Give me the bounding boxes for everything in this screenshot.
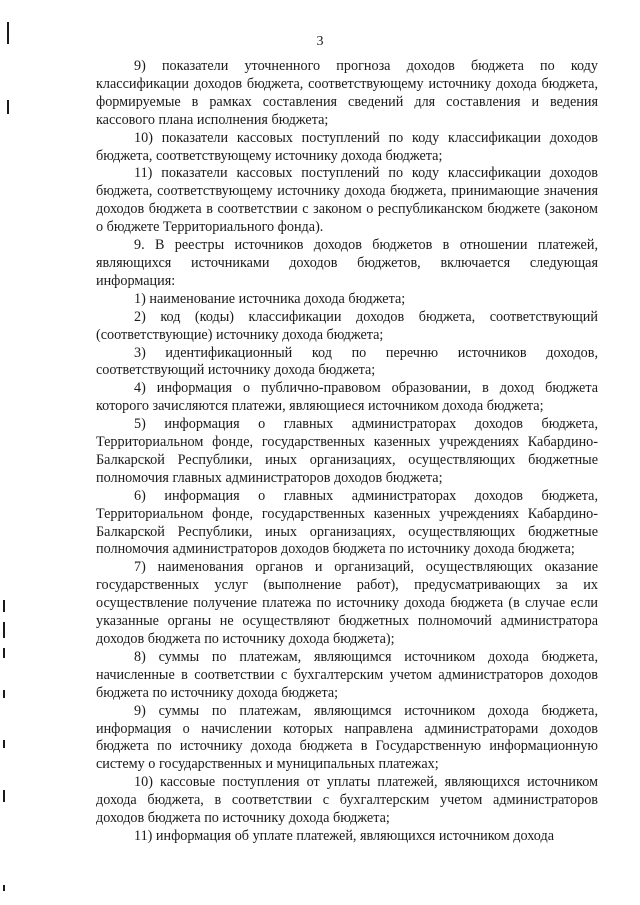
paragraph: 10) кассовые поступления от уплаты платежей, являющихся источником дохода бюджета, в соответствии с бухгалтерским учетом администраторов доходов бюджета по источнику дохода бюджета;: [96, 774, 598, 827]
page-number: 3: [316, 34, 324, 49]
paragraph: 6) информация о главных администраторах доходов бюджета, Территориальном фонде, государственных казенных учреждениях Кабардино-Балкарской Республики, иных организациях, осуществляющих бюджетные полномочия администраторов доходов бюджета по источнику дохода бюджета;: [96, 487, 598, 558]
document-body: [96, 58, 598, 846]
paragraph: 4) информация о публично-правовом образовании, в доход бюджета которого зачисляются платежи, являющиеся источником дохода бюджета;: [96, 380, 598, 415]
paragraph: 5) информация о главных администраторах доходов бюджета, Территориальном фонде, государственных казенных учреждениях Кабардино-Балкарской Республики, иных организациях, осуществляющих бюджетные полномочия главных администраторов доходов бюджета;: [96, 416, 598, 486]
paragraph: 8) суммы по платежам, являющимся источником дохода бюджета, начисленные в соответствии с бухгалтерским учетом администраторов доходов бюджета по источнику дохода бюджета;: [96, 648, 598, 701]
paragraph: 2) код (коды) классификации доходов бюджета, соответствующий (соответствующие) источнику дохода бюджета;: [96, 308, 598, 343]
paragraph: 1) наименование источника дохода бюджета;: [134, 290, 406, 307]
paragraph: 9) показатели уточненного прогноза доходов бюджета по коду классификации доходов бюджета, соответствующему источнику дохода бюджета, формируемые в рамках составления сведений для составления и ведения кассового плана исполнения бюджета;: [96, 58, 598, 128]
paragraph: 7) наименования органов и организаций, осуществляющих оказание государственных услуг (выполнение работ), предусматривающих за их осуществление получение платежа по источнику дохода бюджета (в случае если указанные органы не осуществляют бюджетных полномочий администратора доходов бюджета по источнику дохода бюджета);: [96, 559, 598, 647]
paragraph: 9. В реестры источников доходов бюджетов в отношении платежей, являющихся источниками доходов бюджетов, включается следующая информация:: [96, 237, 598, 289]
paragraph: 9) суммы по платежам, являющимся источником дохода бюджета, информация о начислении которых направлена администраторами доходов бюджета по источнику дохода бюджета в Государственную информационную систему о государственных и муниципальных платежах;: [96, 702, 598, 773]
scan-edge-marks: [0, 0, 20, 905]
paragraph: 3) идентификационный код по перечню источников доходов, соответствующий источнику дохода бюджета;: [96, 344, 598, 379]
paragraph: 10) показатели кассовых поступлений по коду классификации доходов бюджета, соответствующему источнику дохода бюджета;: [96, 129, 598, 164]
paragraph: 11) показатели кассовых поступлений по коду классификации доходов бюджета, соответствующему источнику дохода бюджета, принимающие значения доходов бюджета в соответствии с законом о республиканском бюджете (законом о бюджете Территориального фонда).: [96, 165, 598, 236]
paragraph: 11) информация об уплате платежей, являющихся источником дохода: [134, 827, 555, 844]
